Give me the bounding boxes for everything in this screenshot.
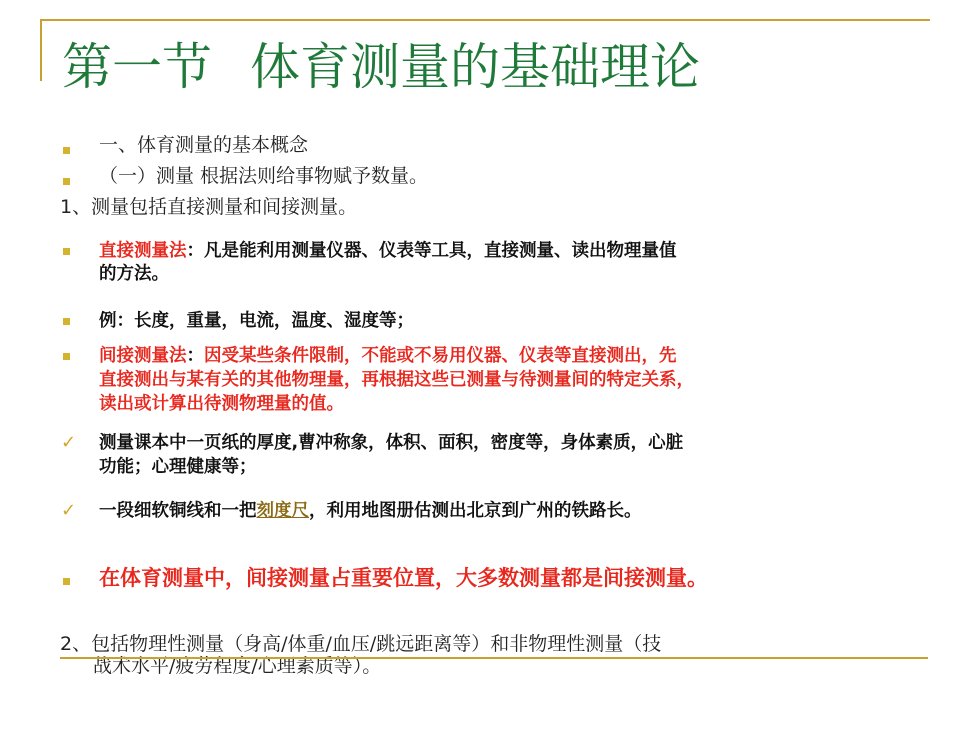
concept-heading: 一、体育测量的基本概念 — [99, 134, 309, 156]
ruler-link[interactable]: 刻度尺 — [256, 501, 309, 521]
indirect-method-line2: 直接测出与某有关的其他物理量，再根据这些已测量与待测量间的特定关系， — [99, 370, 694, 390]
point-2-number: 2 — [60, 633, 73, 655]
checkmark-icon: ✓ — [61, 500, 77, 521]
indirect-method-term: 间接测量法 — [99, 346, 187, 366]
point-1-number: 1 — [60, 196, 73, 218]
check-item-1-line1: 测量课本中一页纸的厚度,曹冲称象，体积、面积，密度等，身体素质，心脏 — [99, 433, 684, 453]
measure-definition: （一）测量 根据法则给事物赋予数量。 — [99, 165, 429, 187]
checkmark-icon: ✓ — [61, 432, 77, 453]
point-2-text: 、包括物理性测量（身高/体重/血压/跳远距离等）和非物理性测量（技 — [72, 633, 662, 655]
slide-title — [62, 36, 700, 98]
point-2-line1 — [60, 632, 661, 656]
indirect-method-def: 因受某些条件限制，不能或不易用仪器、仪表等直接测出，先 — [204, 346, 677, 366]
point-2-line2: 战术水平/疲劳程度/心理素质等）。 — [93, 655, 382, 677]
square-bullet-icon — [63, 147, 70, 154]
square-bullet-icon — [63, 178, 70, 185]
check-item-2-pre: 一段细软铜线和一把 — [99, 501, 257, 521]
indirect-method-line1 — [99, 345, 677, 367]
direct-method-line1 — [99, 240, 677, 262]
direct-method-def: ：凡是能利用测量仪器、仪表等工具，直接测量、读出物理量值 — [186, 241, 677, 261]
square-bullet-icon — [63, 318, 70, 325]
direct-method-term: 直接测量法 — [99, 241, 187, 261]
title-topic: 体育测量的基础理论 — [250, 38, 700, 96]
direct-method-line2: 的方法。 — [99, 264, 169, 284]
frame-bottom-rule — [60, 657, 928, 659]
check-item-1-line2: 功能；心理健康等； — [99, 457, 257, 477]
point-1 — [60, 195, 357, 219]
check-item-2-post: ，利用地图册估测出北京到广州的铁路长。 — [309, 501, 642, 521]
title-section: 第一节 — [62, 38, 212, 96]
check-item-2 — [99, 500, 642, 522]
point-1-text: 、测量包括直接测量和间接测量。 — [72, 196, 358, 218]
emphasis-statement: 在体育测量中，间接测量占重要位置，大多数测量都是间接测量。 — [99, 565, 708, 590]
frame-left-rule — [40, 19, 42, 81]
square-bullet-icon — [63, 248, 70, 255]
square-bullet-icon — [63, 578, 70, 585]
frame-top-rule — [40, 19, 930, 21]
example-line: 例：长度，重量，电流，温度、湿度等； — [99, 311, 414, 331]
square-bullet-icon — [63, 353, 70, 360]
indirect-method-line3: 读出或计算出待测物理量的值。 — [99, 394, 344, 414]
indirect-method-colon: ： — [186, 346, 204, 366]
